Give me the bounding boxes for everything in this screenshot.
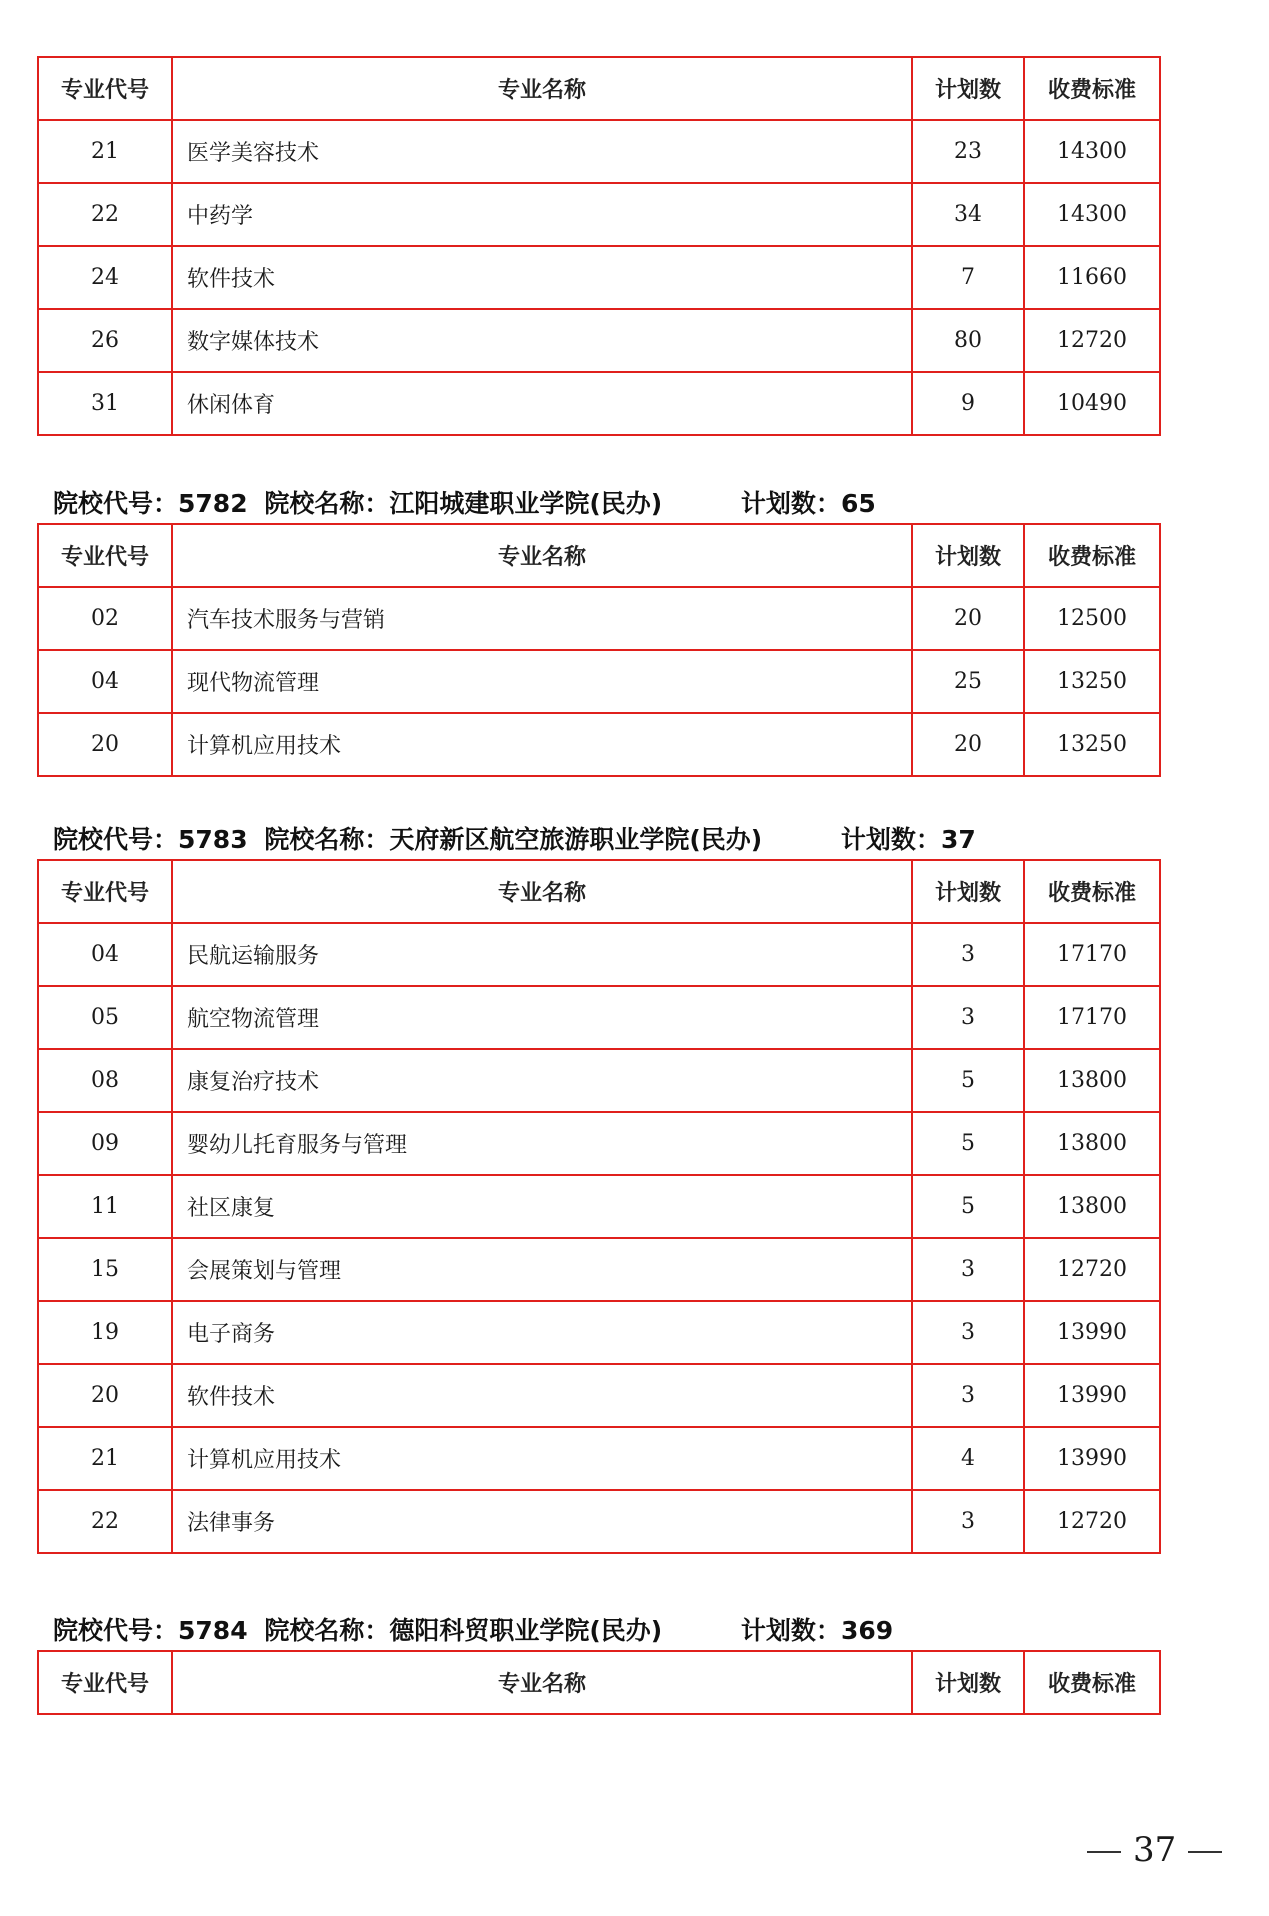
cell-plan: 4 — [912, 1427, 1024, 1490]
major-table — [37, 523, 1161, 777]
cell-code: 31 — [38, 372, 172, 435]
cell-plan: 20 — [912, 713, 1024, 776]
cell-code: 11 — [38, 1175, 172, 1238]
school-heading — [53, 823, 976, 857]
cell-code: 05 — [38, 986, 172, 1049]
header-name: 专业名称 — [172, 860, 912, 923]
cell-name: 现代物流管理 — [172, 650, 912, 713]
table-4 — [37, 1650, 1159, 1715]
cell-name: 社区康复 — [172, 1175, 912, 1238]
header-code: 专业代号 — [38, 57, 172, 120]
cell-name: 中药学 — [172, 183, 912, 246]
cell-fee: 12720 — [1024, 1238, 1160, 1301]
cell-fee: 17170 — [1024, 986, 1160, 1049]
table-header-row — [38, 1651, 1160, 1714]
cell-fee: 13990 — [1024, 1427, 1160, 1490]
cell-name: 医学美容技术 — [172, 120, 912, 183]
cell-name: 民航运输服务 — [172, 923, 912, 986]
cell-plan: 5 — [912, 1112, 1024, 1175]
school-plan: 369 — [840, 1616, 894, 1645]
table-row — [38, 587, 1160, 650]
school-plan: 65 — [840, 489, 876, 518]
table-row — [38, 1427, 1160, 1490]
cell-name: 航空物流管理 — [172, 986, 912, 1049]
header-plan: 计划数 — [912, 57, 1024, 120]
table-3 — [37, 859, 1159, 1554]
cell-fee: 13990 — [1024, 1364, 1160, 1427]
cell-name: 汽车技术服务与营销 — [172, 587, 912, 650]
cell-code: 02 — [38, 587, 172, 650]
table-row — [38, 986, 1160, 1049]
school-heading — [53, 487, 876, 521]
cell-fee: 13990 — [1024, 1301, 1160, 1364]
cell-code: 24 — [38, 246, 172, 309]
cell-code: 04 — [38, 650, 172, 713]
cell-plan: 23 — [912, 120, 1024, 183]
cell-name: 康复治疗技术 — [172, 1049, 912, 1112]
cell-code: 21 — [38, 1427, 172, 1490]
cell-code: 15 — [38, 1238, 172, 1301]
table-row — [38, 1112, 1160, 1175]
page-number-text: 37 — [1133, 1830, 1177, 1870]
school-name: 德阳科贸职业学院(民办) — [389, 1616, 663, 1645]
table-row — [38, 713, 1160, 776]
table-row — [38, 246, 1160, 309]
cell-code: 26 — [38, 309, 172, 372]
cell-fee: 13800 — [1024, 1112, 1160, 1175]
header-fee: 收费标准 — [1024, 57, 1160, 120]
cell-plan: 7 — [912, 246, 1024, 309]
table-row — [38, 1490, 1160, 1553]
header-fee: 收费标准 — [1024, 1651, 1160, 1714]
cell-name: 电子商务 — [172, 1301, 912, 1364]
table-row — [38, 1238, 1160, 1301]
table-row — [38, 183, 1160, 246]
table-row — [38, 1364, 1160, 1427]
cell-fee: 13250 — [1024, 713, 1160, 776]
major-table — [37, 859, 1161, 1554]
header-fee: 收费标准 — [1024, 524, 1160, 587]
cell-code: 20 — [38, 1364, 172, 1427]
table-row — [38, 923, 1160, 986]
cell-name: 软件技术 — [172, 1364, 912, 1427]
header-fee: 收费标准 — [1024, 860, 1160, 923]
page-number — [1075, 1830, 1234, 1870]
school-name: 天府新区航空旅游职业学院(民办) — [389, 825, 763, 854]
table-2 — [37, 523, 1159, 777]
cell-name: 数字媒体技术 — [172, 309, 912, 372]
table-row — [38, 1301, 1160, 1364]
cell-name: 软件技术 — [172, 246, 912, 309]
cell-plan: 20 — [912, 587, 1024, 650]
header-plan: 计划数 — [912, 524, 1024, 587]
school-plan-label: 计划数： — [740, 489, 841, 518]
school-code: 5783 — [178, 825, 248, 854]
cell-fee: 13250 — [1024, 650, 1160, 713]
cell-fee: 10490 — [1024, 372, 1160, 435]
cell-code: 22 — [38, 183, 172, 246]
cell-name: 婴幼儿托育服务与管理 — [172, 1112, 912, 1175]
cell-code: 04 — [38, 923, 172, 986]
cell-code: 09 — [38, 1112, 172, 1175]
table-row — [38, 309, 1160, 372]
cell-fee: 17170 — [1024, 923, 1160, 986]
school-plan-label: 计划数： — [740, 1616, 841, 1645]
header-plan: 计划数 — [912, 1651, 1024, 1714]
major-table — [37, 56, 1161, 436]
cell-fee: 14300 — [1024, 120, 1160, 183]
cell-plan: 80 — [912, 309, 1024, 372]
table-row — [38, 1049, 1160, 1112]
cell-name: 计算机应用技术 — [172, 713, 912, 776]
school-code: 5782 — [178, 489, 248, 518]
school-heading — [53, 1614, 893, 1648]
cell-plan: 5 — [912, 1175, 1024, 1238]
header-code: 专业代号 — [38, 524, 172, 587]
dash-right — [1188, 1851, 1222, 1853]
cell-plan: 3 — [912, 1490, 1024, 1553]
cell-code: 21 — [38, 120, 172, 183]
cell-code: 08 — [38, 1049, 172, 1112]
school-code: 5784 — [178, 1616, 248, 1645]
school-name-label: 院校名称： — [264, 1616, 390, 1645]
cell-name: 计算机应用技术 — [172, 1427, 912, 1490]
cell-plan: 25 — [912, 650, 1024, 713]
cell-fee: 12720 — [1024, 309, 1160, 372]
cell-plan: 3 — [912, 1301, 1024, 1364]
cell-plan: 3 — [912, 986, 1024, 1049]
cell-fee: 12500 — [1024, 587, 1160, 650]
table-header-row — [38, 860, 1160, 923]
cell-name: 会展策划与管理 — [172, 1238, 912, 1301]
school-code-label: 院校代号： — [53, 825, 179, 854]
cell-plan: 5 — [912, 1049, 1024, 1112]
cell-plan: 3 — [912, 1364, 1024, 1427]
cell-fee: 13800 — [1024, 1049, 1160, 1112]
header-name: 专业名称 — [172, 1651, 912, 1714]
school-code-label: 院校代号： — [53, 489, 179, 518]
school-code-label: 院校代号： — [53, 1616, 179, 1645]
cell-plan: 34 — [912, 183, 1024, 246]
school-plan: 37 — [940, 825, 976, 854]
major-table — [37, 1650, 1161, 1715]
school-plan-label: 计划数： — [840, 825, 941, 854]
table-row — [38, 1175, 1160, 1238]
cell-code: 22 — [38, 1490, 172, 1553]
school-name: 江阳城建职业学院(民办) — [389, 489, 663, 518]
table-header-row — [38, 57, 1160, 120]
table-row — [38, 650, 1160, 713]
header-code: 专业代号 — [38, 860, 172, 923]
cell-name: 法律事务 — [172, 1490, 912, 1553]
cell-fee: 12720 — [1024, 1490, 1160, 1553]
table-row — [38, 372, 1160, 435]
cell-plan: 3 — [912, 923, 1024, 986]
cell-fee: 14300 — [1024, 183, 1160, 246]
dash-left — [1087, 1851, 1121, 1853]
school-name-label: 院校名称： — [264, 825, 390, 854]
cell-plan: 9 — [912, 372, 1024, 435]
cell-code: 19 — [38, 1301, 172, 1364]
cell-plan: 3 — [912, 1238, 1024, 1301]
cell-name: 休闲体育 — [172, 372, 912, 435]
header-plan: 计划数 — [912, 860, 1024, 923]
header-code: 专业代号 — [38, 1651, 172, 1714]
header-name: 专业名称 — [172, 57, 912, 120]
table-row — [38, 120, 1160, 183]
cell-code: 20 — [38, 713, 172, 776]
cell-fee: 11660 — [1024, 246, 1160, 309]
school-name-label: 院校名称： — [264, 489, 390, 518]
table-header-row — [38, 524, 1160, 587]
cell-fee: 13800 — [1024, 1175, 1160, 1238]
table-1 — [37, 56, 1159, 436]
header-name: 专业名称 — [172, 524, 912, 587]
